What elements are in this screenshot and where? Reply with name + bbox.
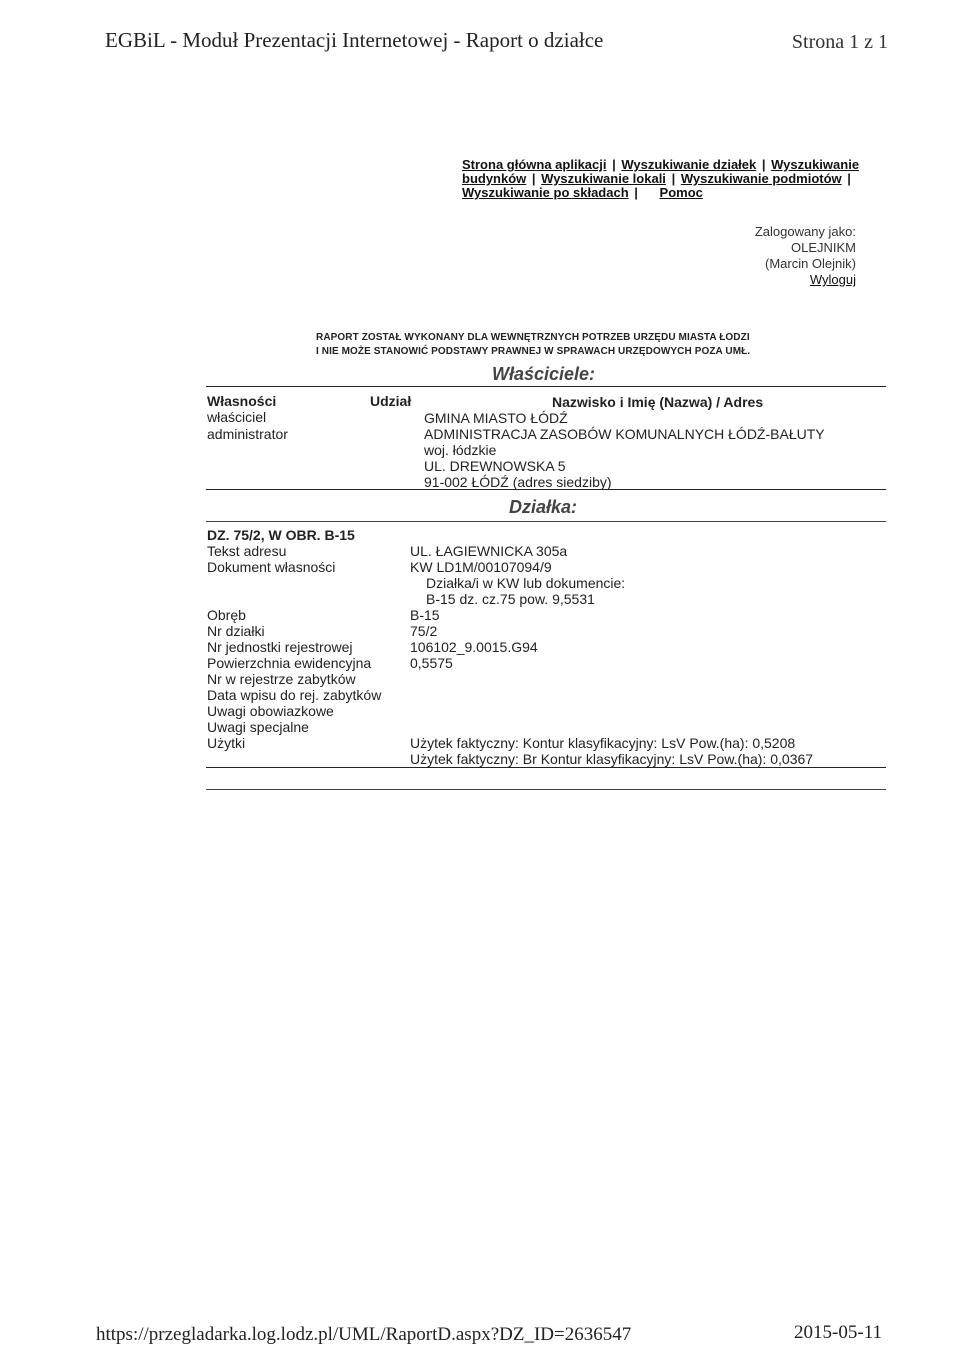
field-label: Tekst adresu (207, 543, 287, 559)
field-label: Nr w rejestrze zabytków (207, 671, 356, 687)
login-user: OLEJNIKM (790, 240, 856, 255)
page-footer-url: https://przegladarka.log.lodz.pl/UML/RaportD.aspx?DZ_ID=2636547 (96, 1324, 632, 1345)
owner-name-line: UL. DREWNOWSKA 5 (424, 458, 566, 474)
field-value-address: UL. ŁAGIEWNICKA 305a (410, 543, 568, 559)
field-value-doc-plot: B-15 dz. cz.75 pow. 9,5531 (426, 591, 595, 607)
nav-separator: | (847, 171, 851, 186)
field-value-doc-note: Działka/i w KW lub dokumencie: (426, 575, 626, 591)
field-label: Powierzchnia ewidencyjna (207, 655, 372, 671)
field-value-plot-number: 75/2 (410, 623, 438, 639)
field-label: Dokument własności (207, 559, 336, 575)
owners-header-share: Udział (370, 393, 412, 409)
field-value-area: 0,5575 (410, 655, 453, 671)
notice-line-1: RAPORT ZOSTAŁ WYKONANY DLA WEWNĘTRZNYCH POTRZEB URZĘDU MIASTA ŁODZI (316, 332, 750, 343)
nav-link-search-premises[interactable]: Wyszukiwanie lokali (541, 171, 666, 186)
nav-link-home[interactable]: Strona główna aplikacji (462, 157, 607, 172)
field-label: Uwagi obowiazkowe (207, 703, 334, 719)
field-value-ownership-doc: KW LD1M/00107094/9 (410, 559, 552, 575)
nav-separator: | (671, 171, 676, 186)
nav-link-search-compositions[interactable]: Wyszukiwanie po składach (462, 185, 629, 200)
field-label: Uwagi specjalne (207, 719, 309, 735)
plot-title: Działka: (509, 497, 578, 517)
report-notice (316, 331, 750, 359)
nav-link-help[interactable]: Pomoc (659, 185, 703, 200)
nav-menu (462, 158, 872, 200)
page-header-title: EGBiL - Moduł Prezentacji Internetowej - Raport o działce (105, 28, 604, 52)
owners-header-name: Nazwisko i Imię (Nazwa) / Adres (552, 394, 764, 410)
login-info (746, 224, 856, 288)
field-label: Nr działki (207, 623, 265, 639)
nav-link-search-subjects[interactable]: Wyszukiwanie podmiotów (680, 171, 842, 186)
field-value-land-use: Użytek faktyczny: Br Kontur klasyfikacyjny: LsV Pow.(ha): 0,0367 (410, 751, 814, 767)
login-label: Zalogowany jako: (754, 224, 856, 239)
field-label: Obręb (207, 607, 246, 623)
nav-separator: | (531, 171, 536, 186)
page-footer-date: 2015-05-11 (794, 1322, 882, 1343)
plot-top-rule (206, 521, 886, 522)
owners-header-ownership: Własności (207, 393, 277, 409)
field-label: Nr jednostki rejestrowej (207, 639, 353, 655)
nav-link-search-plots[interactable]: Wyszukiwanie działek (621, 157, 757, 172)
field-label: Użytki (207, 735, 246, 751)
plot-id: DZ. 75/2, W OBR. B-15 (207, 527, 355, 543)
page-end-rule (206, 789, 886, 790)
ownership-type: administrator (207, 426, 288, 442)
owners-top-rule (206, 386, 886, 387)
field-value-registry-unit: 106102_9.0015.G94 (410, 639, 538, 655)
nav-separator: | (761, 157, 766, 172)
nav-link-search-buildings[interactable]: Wyszukiwanie budynków (462, 157, 860, 186)
notice-line-2: I NIE MOŻE STANOWIĆ PODSTAWY PRAWNEJ W SPRAWACH URZĘDOWYCH POZA UMŁ. (316, 346, 751, 357)
nav-separator: | (612, 157, 616, 172)
owner-name-line: ADMINISTRACJA ZASOBÓW KOMUNALNYCH ŁÓDŹ-BAŁUTY (424, 426, 825, 442)
field-label: Data wpisu do rej. zabytków (207, 687, 382, 703)
field-value-precinct: B-15 (410, 607, 440, 623)
field-value-land-use: Użytek faktyczny: Kontur klasyfikacyjny: LsV Pow.(ha): 0,5208 (410, 735, 796, 751)
login-full-name: (Marcin Olejnik) (764, 256, 856, 271)
owners-title: Właściciele: (492, 364, 596, 384)
owner-name-line: GMINA MIASTO ŁÓDŹ (424, 410, 568, 426)
logout-link[interactable]: Wyloguj (809, 272, 856, 287)
owner-name-line: 91-002 ŁÓDŹ (adres siedziby) (424, 474, 612, 490)
owner-name-line: woj. łódzkie (424, 442, 497, 458)
nav-separator: | (634, 185, 638, 200)
page-number: Strona 1 z 1 (791, 31, 888, 53)
owners-bottom-rule (206, 489, 886, 490)
plot-bottom-rule (206, 767, 886, 768)
ownership-type: właściciel (207, 409, 267, 425)
